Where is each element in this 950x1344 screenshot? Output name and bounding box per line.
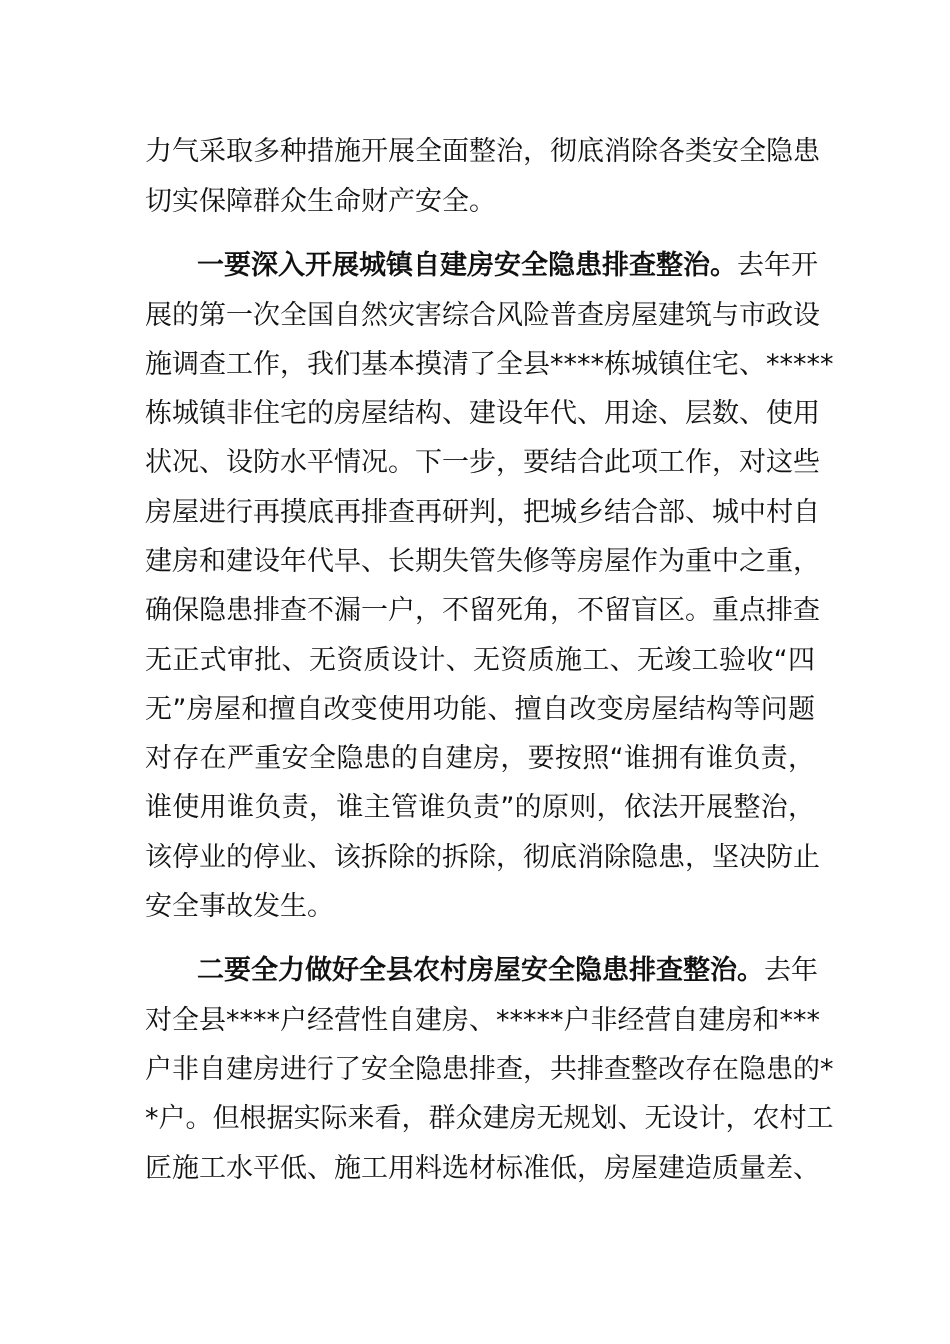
paragraph-line: 户非自建房进行了安全隐患排查，共排查整改存在隐患的* [145, 1054, 834, 1085]
paragraph-line: *户。但根据实际来看，群众建房无规划、无设计，农村工 [145, 1103, 834, 1134]
paragraph-line: 力气采取多种措施开展全面整治，彻底消除各类安全隐患 [145, 136, 820, 167]
paragraph-line: 展的第一次全国自然灾害综合风险普查房屋建筑与市政设 [145, 300, 820, 331]
section-heading: 二要全力做好全县农村房屋安全隐患排查整治。 [197, 955, 764, 986]
paragraph-line: 无”房屋和擅自改变使用功能、擅自改变房屋结构等问题 [145, 694, 815, 725]
paragraph-line: 对全县****户经营性自建房、*****户非经营自建房和*** [145, 1005, 820, 1036]
paragraph-first-line [197, 246, 818, 286]
paragraph-line: 匠施工水平低、施工用料选材标准低，房屋建造质量差、 [145, 1153, 820, 1184]
paragraph-line: 该停业的停业、该拆除的拆除，彻底消除隐患，坚决防止 [145, 842, 820, 873]
paragraph-text: 去年开 [737, 250, 818, 281]
paragraph-line: 房屋进行再摸底再排查再研判，把城乡结合部、城中村自 [145, 497, 820, 528]
paragraph-text: 去年 [764, 955, 818, 986]
paragraph-line: 建房和建设年代早、长期失管失修等房屋作为重中之重， [145, 546, 820, 577]
paragraph-first-line [197, 951, 818, 991]
paragraph-line: 切实保障群众生命财产安全。 [145, 186, 496, 217]
paragraph-line: 谁使用谁负责，谁主管谁负责”的原则，依法开展整治， [145, 792, 815, 823]
paragraph-line: 施调查工作，我们基本摸清了全县****栋城镇住宅、***** [145, 349, 834, 380]
paragraph-line: 无正式审批、无资质设计、无资质施工、无竣工验收“四 [145, 645, 815, 676]
paragraph-line: 安全事故发生。 [145, 891, 334, 922]
paragraph-line: 确保隐患排查不漏一户，不留死角，不留盲区。重点排查 [145, 595, 820, 626]
paragraph-line: 对存在严重安全隐患的自建房，要按照“谁拥有谁负责， [145, 743, 815, 774]
paragraph-line: 栋城镇非住宅的房屋结构、建设年代、用途、层数、使用 [145, 398, 820, 429]
section-heading: 一要深入开展城镇自建房安全隐患排查整治。 [197, 250, 737, 281]
paragraph-line: 状况、设防水平情况。下一步，要结合此项工作，对这些 [145, 447, 820, 478]
